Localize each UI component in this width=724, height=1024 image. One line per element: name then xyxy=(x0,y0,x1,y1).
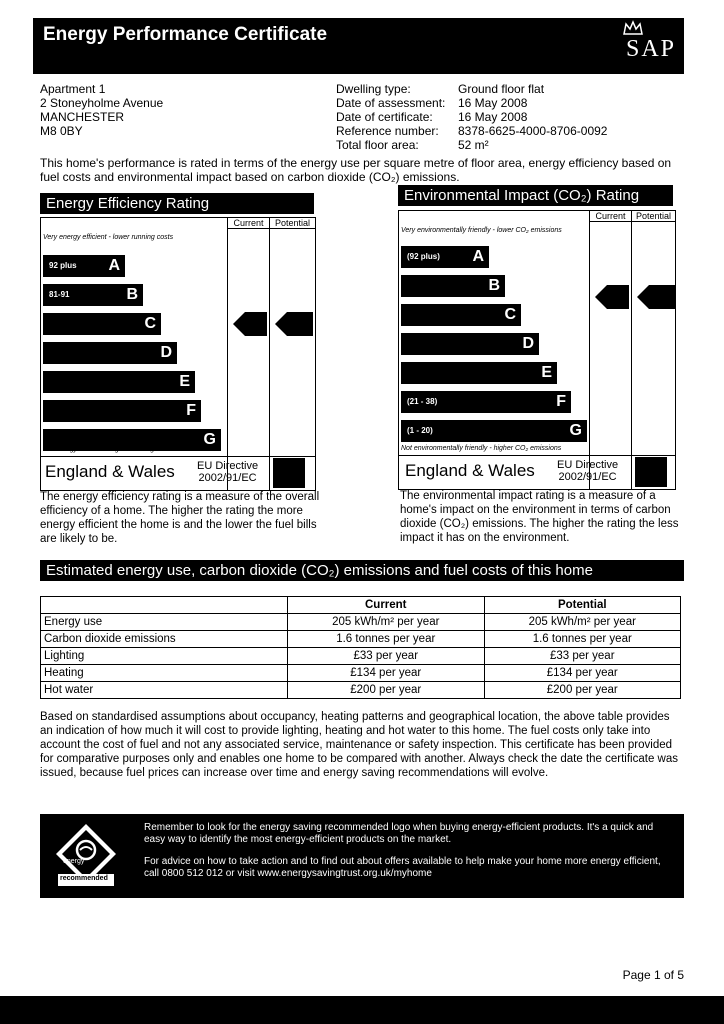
band-range: 92 plus xyxy=(49,261,77,270)
potential-rating-arrow xyxy=(637,285,649,309)
page-title: Energy Performance Certificate xyxy=(43,24,328,45)
region-label: England & Wales xyxy=(45,462,175,481)
detail-label: Dwelling type: xyxy=(336,82,411,96)
band-letter: C xyxy=(504,306,516,323)
current-column-header: Current xyxy=(590,211,631,222)
current-rating-arrow-body xyxy=(245,312,267,336)
table-cell: £134 per year xyxy=(288,665,485,682)
address-line: MANCHESTER xyxy=(40,110,125,124)
current-rating-arrow xyxy=(595,285,607,309)
address-line: Apartment 1 xyxy=(40,82,106,96)
crown-icon xyxy=(622,20,644,36)
efficiency-title: Energy Efficiency Rating xyxy=(40,193,314,214)
table-cell: Carbon dioxide emissions xyxy=(41,631,288,648)
table-header xyxy=(41,597,288,614)
eu-flag-icon xyxy=(635,457,667,487)
environment-description: The environmental impact rating is a measure of a home's impact on the environment in terms of carbon dioxide (CO₂) emissions. The higher the rating the less impact it has on the environment. xyxy=(400,490,679,544)
band-letter: D xyxy=(160,344,172,361)
rating-band-e xyxy=(43,371,195,393)
efficiency-chart xyxy=(40,217,316,491)
detail-value: 52 m² xyxy=(458,138,489,152)
detail-label: Reference number: xyxy=(336,124,439,138)
costs-table xyxy=(40,596,681,699)
logo-label: recommended xyxy=(60,875,108,882)
directive-number: 2002/91/EC xyxy=(558,471,617,483)
rating-band-c xyxy=(401,304,521,326)
band-letter: C xyxy=(144,315,156,332)
rating-band-a xyxy=(43,255,125,277)
band-letter: A xyxy=(108,257,120,274)
detail-value: Ground floor flat xyxy=(458,82,545,96)
efficiency-description: The energy efficiency rating is a measure of the overall efficiency of a home. The higher the rating the more energy efficient the home is and the lower the fuel bills are likely to be. xyxy=(40,491,320,545)
potential-rating-arrow-body xyxy=(649,285,675,309)
table-cell: Lighting xyxy=(41,648,288,665)
page-number: Page 1 of 5 xyxy=(622,968,684,982)
detail-label: Total floor area: xyxy=(336,138,419,152)
table-row xyxy=(41,614,681,631)
rating-band-g xyxy=(43,429,221,451)
rating-band-f xyxy=(43,400,201,422)
band-letter: D xyxy=(522,335,534,352)
band-letter: A xyxy=(472,248,484,265)
table-cell: £33 per year xyxy=(288,648,485,665)
band-letter: F xyxy=(556,393,566,410)
eu-directive xyxy=(557,459,618,483)
potential-rating-arrow xyxy=(275,312,287,336)
directive-label: EU Directive xyxy=(557,459,619,471)
band-letter: E xyxy=(179,373,190,390)
band-range: (92 plus) xyxy=(407,252,440,261)
logo-word: energy xyxy=(63,858,85,865)
detail-label: Date of certificate: xyxy=(336,110,433,124)
table-row xyxy=(41,682,681,699)
table-header-row xyxy=(41,597,681,614)
top-note: Very energy efficient - lower running costs xyxy=(43,234,174,241)
table-cell: 1.6 tonnes per year xyxy=(484,631,681,648)
current-rating-arrow xyxy=(233,312,245,336)
directive-label: EU Directive xyxy=(197,460,259,472)
intro-text: This home's performance is rated in terms of the energy use per square metre of floor area, energy efficiency based on fuel costs and environmental impact based on carbon dioxide (CO₂) emissions. xyxy=(40,156,672,184)
promo-line-1: Remember to look for the energy saving recommended logo when buying energy-efficient products. It's a quick and easy way to identify the most energy-efficient products on the market. xyxy=(144,822,654,845)
details-labels xyxy=(336,82,445,152)
band-letter: E xyxy=(541,364,552,381)
band-letter: B xyxy=(126,286,138,303)
region-label: England & Wales xyxy=(405,461,535,480)
eu-directive xyxy=(197,460,258,484)
environment-chart xyxy=(398,210,676,490)
detail-value: 8378-6625-4000-8706-0092 xyxy=(458,124,608,138)
band-letter: G xyxy=(203,431,216,448)
rating-band-a xyxy=(401,246,489,268)
current-column-header: Current xyxy=(228,218,269,229)
eu-flag-icon xyxy=(273,458,305,488)
detail-value: 16 May 2008 xyxy=(458,110,528,124)
bottom-note: Not environmentally friendly - higher CO₂ emissions xyxy=(401,445,562,452)
table-row xyxy=(41,648,681,665)
potential-column-header: Potential xyxy=(270,218,315,229)
table-row xyxy=(41,665,681,682)
rating-band-c xyxy=(43,313,161,335)
band-range: 81-91 xyxy=(49,290,70,299)
band-range: (21 - 38) xyxy=(407,397,438,406)
address-line: M8 0BY xyxy=(40,124,83,138)
table-cell: 205 kWh/m² per year xyxy=(484,614,681,631)
rating-band-d xyxy=(401,333,539,355)
band-letter: B xyxy=(488,277,500,294)
energy-saving-promo xyxy=(40,814,684,898)
band-letter: G xyxy=(569,422,582,439)
detail-value: 16 May 2008 xyxy=(458,96,528,110)
table-cell: 205 kWh/m² per year xyxy=(288,614,485,631)
table-cell: £134 per year xyxy=(484,665,681,682)
table-cell: Heating xyxy=(41,665,288,682)
rating-band-b xyxy=(43,284,143,306)
costs-title: Estimated energy use, carbon dioxide (CO₂) emissions and fuel costs of this home xyxy=(40,560,684,581)
table-cell: 1.6 tonnes per year xyxy=(288,631,485,648)
rating-band-e xyxy=(401,362,557,384)
costs-note: Based on standardised assumptions about occupancy, heating patterns and geographical location, the above table provides an indication of how much it will cost to provide lighting, heating and hot water to this home. The fuel costs only take into account the cost of fuel and not any associated service, maintenance or safety inspection. This certificate has been provided for comparative purposes only and enables one home to be compared with another. Always check the date the certificate was issued, because fuel prices can increase over time and energy saving recommendations will evolve. xyxy=(40,711,678,779)
promo-line-2: For advice on how to take action and to find out about offers available to help make your home more energy efficient, call 0800 512 012 or visit www.energysavingtrust.org.uk/myhome xyxy=(144,856,661,879)
rating-band-g xyxy=(401,420,587,442)
top-note: Very environmentally friendly - lower CO₂ emissions xyxy=(401,227,562,234)
rating-band-b xyxy=(401,275,505,297)
address-line: 2 Stoneyholme Avenue xyxy=(40,96,164,110)
potential-column-header: Potential xyxy=(632,211,675,222)
table-header: Current xyxy=(288,597,485,614)
directive-number: 2002/91/EC xyxy=(198,472,257,484)
address-block xyxy=(40,82,163,138)
table-header: Potential xyxy=(484,597,681,614)
sap-logo: SAP xyxy=(625,36,676,62)
potential-rating-arrow-body xyxy=(287,312,313,336)
table-row xyxy=(41,631,681,648)
table-cell: Hot water xyxy=(41,682,288,699)
certificate-header xyxy=(33,18,684,74)
table-cell: £33 per year xyxy=(484,648,681,665)
band-range: (1 - 20) xyxy=(407,426,433,435)
detail-label: Date of assessment: xyxy=(336,96,446,110)
environment-title: Environmental Impact (CO₂) Rating xyxy=(398,185,673,206)
bottom-bar xyxy=(0,996,724,1024)
table-cell: £200 per year xyxy=(288,682,485,699)
rating-band-d xyxy=(43,342,177,364)
details-values xyxy=(458,82,607,152)
table-cell: Energy use xyxy=(41,614,288,631)
band-letter: F xyxy=(186,402,196,419)
table-cell: £200 per year xyxy=(484,682,681,699)
current-rating-arrow-body xyxy=(607,285,629,309)
rating-band-f xyxy=(401,391,571,413)
